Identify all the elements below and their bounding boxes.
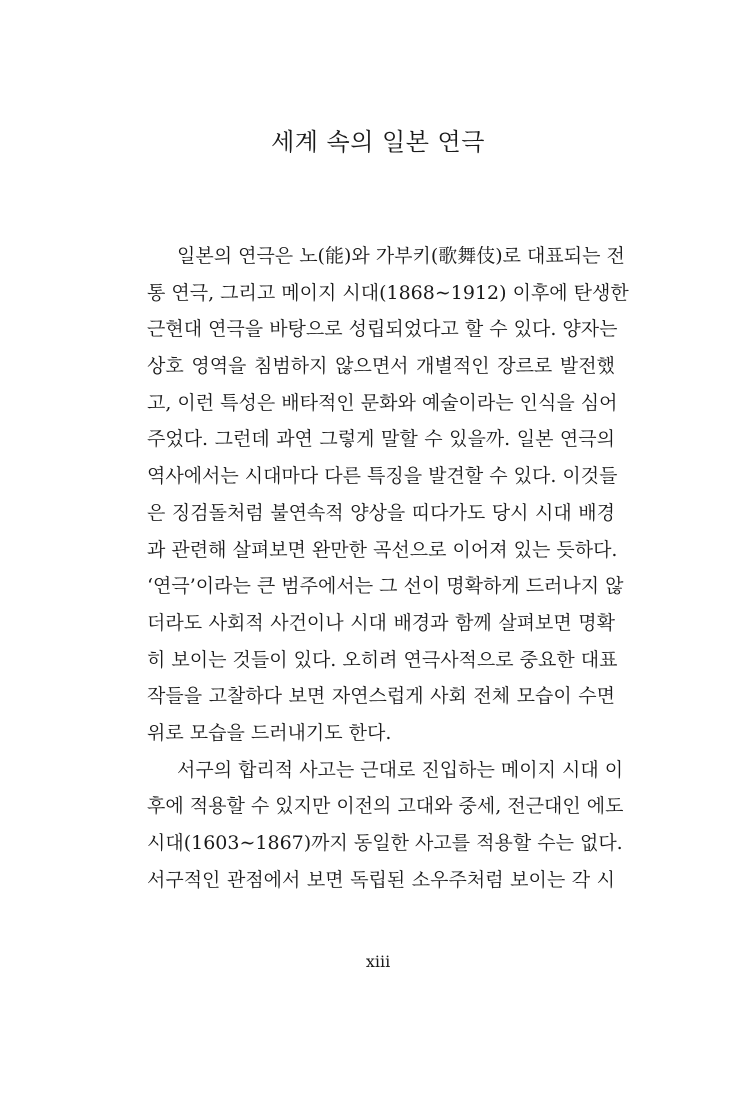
paragraph-line: 고, 이런 특성은 배타적인 문화와 예술이라는 인식을 심어: [147, 391, 618, 414]
page-number: xiii: [365, 952, 391, 971]
paragraph-line: 서구적인 관점에서 보면 독립된 소우주처럼 보이는 각 시: [147, 868, 615, 891]
body-text: [147, 238, 629, 898]
paragraph-line: 서구의 합리적 사고는 근대로 진입하는 메이지 시대 이: [177, 758, 624, 781]
paragraph-line: 작들을 고찰하다 보면 자연스럽게 사회 전체 모습이 수면: [147, 685, 615, 708]
paragraph-line: 은 징검돌처럼 불연속적 양상을 띠다가도 당시 시대 배경: [147, 501, 615, 524]
paragraph-line: 역사에서는 시대마다 다른 특징을 발견할 수 있다. 이것들: [147, 465, 618, 488]
paragraph-line: 시대(1603∼1867)까지 동일한 사고를 적용할 수는 없다.: [147, 832, 623, 854]
paragraph-line: 근현대 연극을 바탕으로 성립되었다고 할 수 있다. 양자는: [147, 318, 618, 341]
paragraph-line: 일본의 연극은 노(能)와 가부키(歌舞伎)로 대표되는 전: [177, 245, 625, 267]
paragraph-line: ‘연극’이라는 큰 범주에서는 그 선이 명확하게 드러나지 않: [147, 575, 624, 598]
paragraph-line: 위로 모습을 드러내기도 한다.: [147, 721, 392, 744]
paragraph-line: 후에 적용할 수 있지만 이전의 고대와 중세, 전근대인 에도: [147, 795, 624, 818]
chapter-title: 세계 속의 일본 연극: [271, 128, 485, 156]
paragraph-line: 과 관련해 살펴보면 완만한 곡선으로 이어져 있는 듯하다.: [147, 538, 618, 561]
paragraph-line: 더라도 사회적 사건이나 시대 배경과 함께 살펴보면 명확: [147, 611, 615, 634]
paragraph-line: 히 보이는 것들이 있다. 오히려 연극사적으로 중요한 대표: [147, 648, 618, 671]
paragraph-line: 통 연극, 그리고 메이지 시대(1868∼1912) 이후에 탄생한: [147, 281, 629, 304]
paragraph-line: 상호 영역을 침범하지 않으면서 개별적인 장르로 발전했: [147, 355, 615, 378]
paragraph-line: 주었다. 그런데 과연 그렇게 말할 수 있을까. 일본 연극의: [147, 428, 615, 451]
